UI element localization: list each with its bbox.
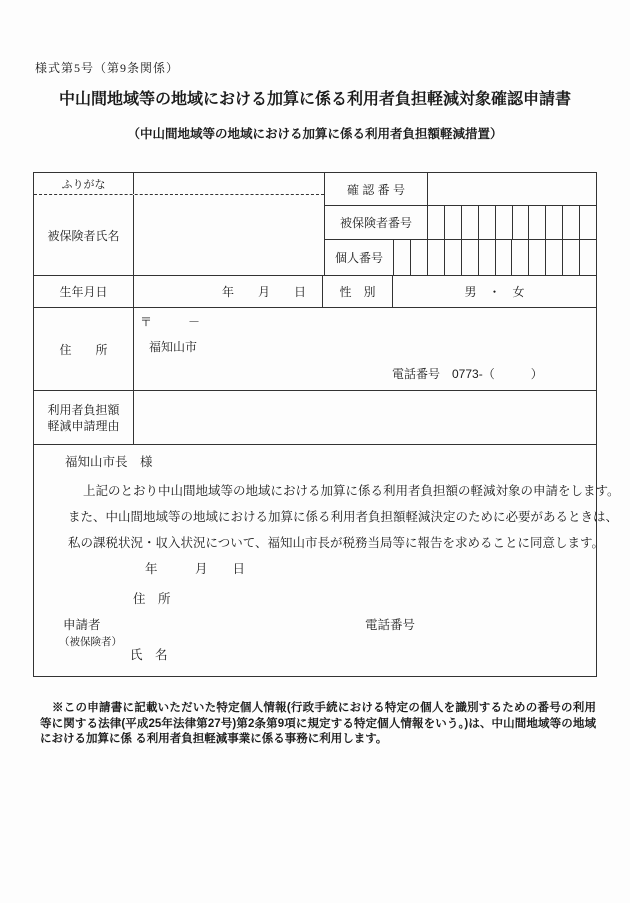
- reduction-reason-label: [34, 391, 134, 444]
- personal-number-label: 個人番号: [325, 240, 394, 275]
- confirmation-number-row: [325, 173, 596, 206]
- birthdate-gender-row: [34, 276, 596, 308]
- applicant-phone-label: 電話番号: [365, 618, 416, 632]
- personal-info-usage-footnote: ※この申請書に記載いただいた特定個人情報(行政手続における特定の個人を識別するための番号の利用等に関する法律(平成25年法律第27号)第2条第9項に規定する特定個人情報をいう。)は、中山間地域等の地域における加算に係 る利用者負担軽減事業に係る事務に利用します。: [40, 702, 596, 745]
- declaration-line2: また、中山間地域等の地域における加算に係る利用者負担額軽減決定のために必要があるときは、: [68, 510, 619, 524]
- personal-number-digit-cells: [394, 240, 596, 275]
- birthdate-label: 生年月日: [34, 276, 134, 307]
- personal-number-row: [325, 240, 596, 275]
- reduction-reason-input[interactable]: [134, 391, 596, 444]
- reduction-reason-row: [34, 391, 596, 445]
- digit-cell[interactable]: [579, 206, 596, 239]
- birthdate-input[interactable]: 年 月 日: [134, 276, 323, 307]
- confirmation-number-input[interactable]: [428, 173, 596, 205]
- insured-number-label: 被保険者番号: [325, 206, 428, 239]
- digit-cell[interactable]: [495, 240, 512, 275]
- declaration-line3: 私の課税状況・収入状況について、福知山市長が税務当局等に報告を求めることに同意します。: [68, 536, 605, 550]
- digit-cell[interactable]: [528, 206, 545, 239]
- digit-cell[interactable]: [511, 240, 528, 275]
- numbers-block: [324, 173, 596, 275]
- address-label: 住 所: [34, 308, 134, 390]
- digit-cell[interactable]: [528, 240, 545, 275]
- address-input[interactable]: [134, 308, 596, 390]
- digit-cell[interactable]: [495, 206, 512, 239]
- applicant-address-label: 住 所: [133, 592, 171, 606]
- digit-cell[interactable]: [478, 206, 495, 239]
- addressee: 福知山市長 様: [65, 455, 153, 469]
- applicant-info-table: [33, 172, 620, 677]
- reduction-reason-label-line2: 軽減申請理由: [47, 418, 120, 433]
- insured-name-label: 被保険者氏名: [34, 195, 134, 275]
- furigana-input[interactable]: [134, 173, 324, 194]
- digit-cell[interactable]: [512, 206, 529, 239]
- insured-number-row: [325, 206, 596, 240]
- furigana-row: [34, 173, 324, 195]
- phone-number-line[interactable]: 電話番号 0773-（ ）: [392, 367, 543, 381]
- page-title: 中山間地域等の地域における加算に係る利用者負担軽減対象確認申請書: [58, 91, 571, 108]
- digit-cell[interactable]: [545, 240, 562, 275]
- digit-cell[interactable]: [478, 240, 495, 275]
- digit-cell[interactable]: [444, 206, 461, 239]
- furigana-label: ふりがな: [34, 173, 134, 194]
- name-block: [34, 173, 324, 275]
- name-and-numbers-row: [34, 173, 596, 276]
- declaration-line1: 上記のとおり中山間地域等の地域における加算に係る利用者負担額の軽減対象の申請をします。: [83, 484, 620, 498]
- digit-cell[interactable]: [444, 240, 461, 275]
- digit-cell[interactable]: [428, 206, 444, 239]
- city-prefill: 福知山市: [149, 340, 198, 354]
- digit-cell[interactable]: [562, 240, 579, 275]
- insured-name-input[interactable]: [134, 195, 324, 275]
- confirmation-number-label: 確 認 番 号: [325, 173, 428, 205]
- applicant-sub-label: （被保険者）: [59, 636, 122, 648]
- digit-cell[interactable]: [427, 240, 444, 275]
- insured-number-digit-cells: [428, 206, 596, 239]
- reduction-reason-label-line1: 利用者負担額: [47, 402, 120, 417]
- declaration-date-input[interactable]: 年 月 日: [145, 562, 246, 576]
- postal-code-line[interactable]: 〒 －: [140, 315, 201, 329]
- digit-cell[interactable]: [461, 206, 478, 239]
- applicant-name-label: 氏 名: [130, 648, 168, 662]
- digit-cell[interactable]: [562, 206, 579, 239]
- address-row: [34, 308, 596, 391]
- digit-cell[interactable]: [461, 240, 478, 275]
- gender-choice[interactable]: 男 ・ 女: [464, 285, 525, 299]
- digit-cell[interactable]: [579, 240, 596, 275]
- applicant-label: 申請者: [63, 618, 101, 632]
- insured-name-row: [34, 195, 324, 275]
- digit-cell[interactable]: [410, 240, 427, 275]
- form-number: 様式第5号（第9条関係）: [35, 61, 180, 75]
- digit-cell[interactable]: [545, 206, 562, 239]
- page-subtitle: （中山間地域等の地域における加算に係る利用者負担額軽減措置）: [127, 127, 503, 141]
- declaration-box: [34, 445, 620, 676]
- gender-label: 性 別: [323, 276, 393, 307]
- digit-cell[interactable]: [394, 240, 410, 275]
